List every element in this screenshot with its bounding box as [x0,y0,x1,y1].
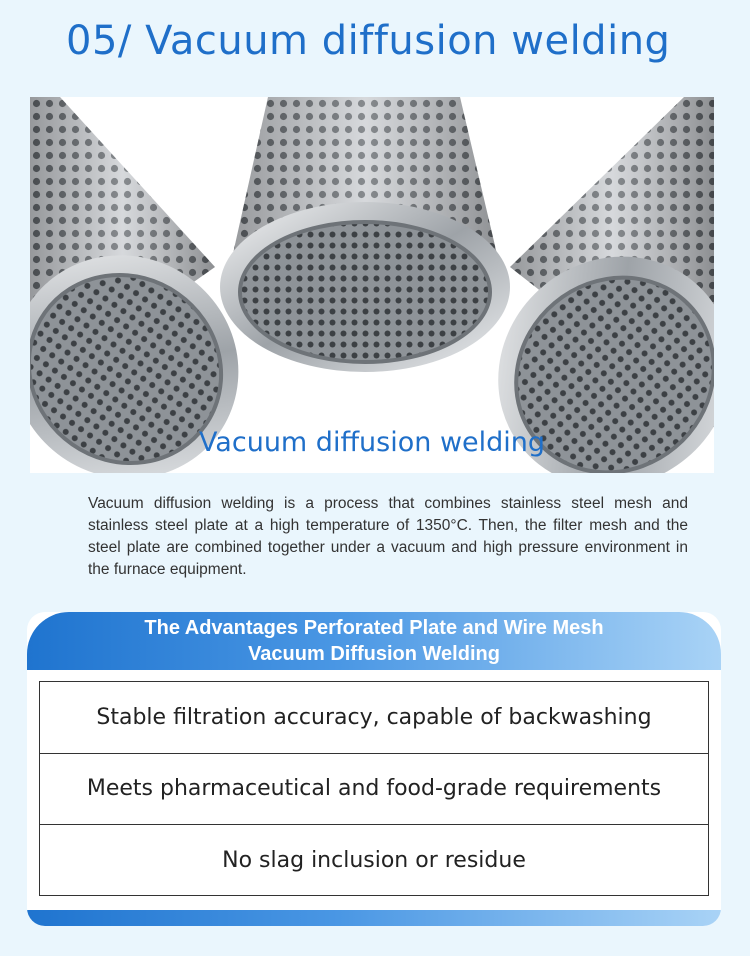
description-paragraph: Vacuum diffusion welding is a process that combines stainless steel mesh and stainless steel plate at a high temperature of 1350°C. Then, the filter mesh and the steel plate are combined together under a vacuum and high pressure environment in the furnace equipment. [88,495,688,578]
advantages-list [39,681,709,896]
product-photo [30,97,714,473]
panel-footer-bar [27,910,721,926]
advantages-header [27,612,721,670]
advantage-item: Stable filtration accuracy, capable of backwashing [40,682,708,754]
center-basket [220,97,510,372]
advantages-title-line2: Vacuum Diffusion Welding [248,643,500,665]
advantage-item: Meets pharmaceutical and food-grade requirements [40,754,708,826]
advantages-panel [27,612,721,926]
filter-baskets-illustration [30,97,714,473]
advantages-title-line1: The Advantages Perforated Plate and Wire Mesh [144,617,604,639]
advantage-item: No slag inclusion or residue [222,848,526,874]
photo-caption: Vacuum diffusion welding [198,427,546,458]
page-title: 05/ Vacuum diffusion welding [66,18,671,64]
